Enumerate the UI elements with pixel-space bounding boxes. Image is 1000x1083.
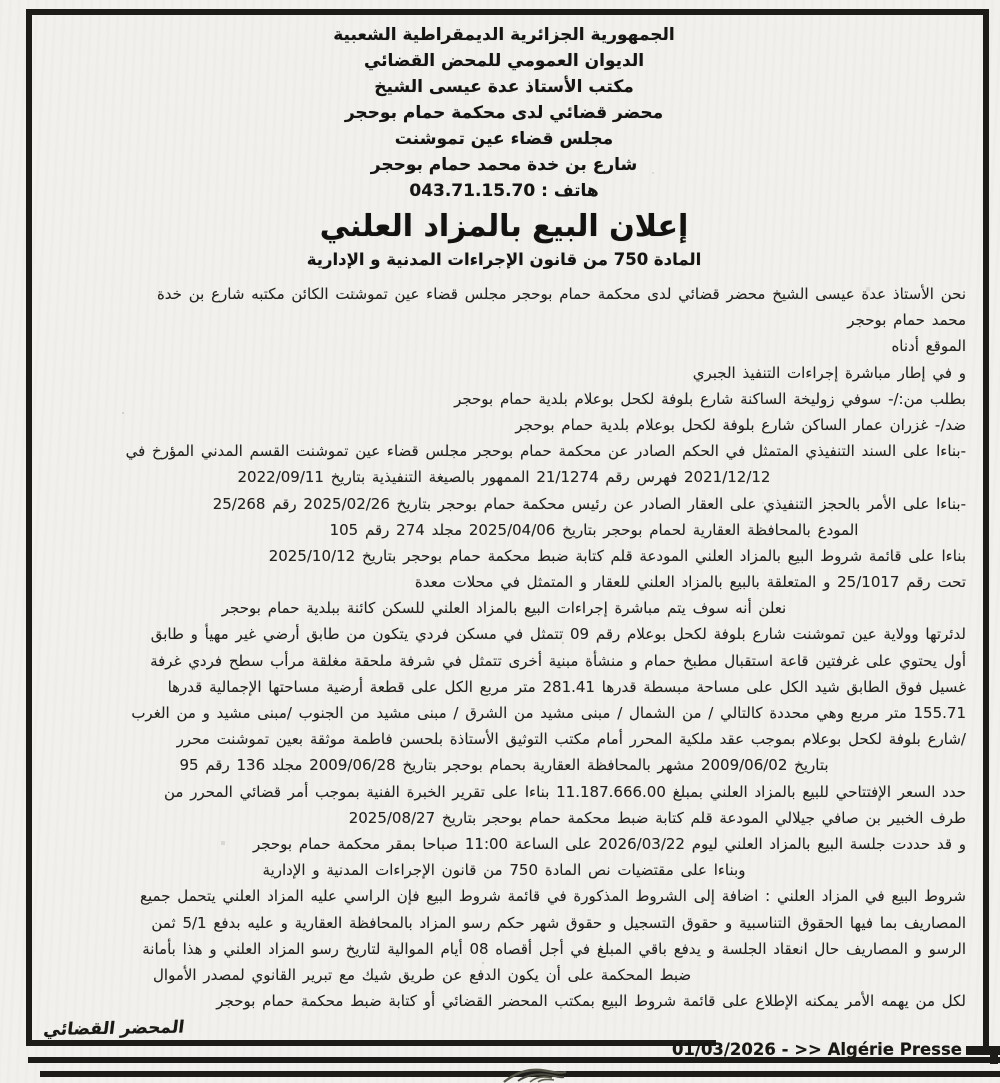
bailiff-signature: المحضر القضائي [42, 1017, 186, 1041]
body-line: طرف الخبير بن صافي جيلالي المودعة قلم كتابة ضبط محكمة حمام بوحجر بتاريخ 2025/08/27 [348, 808, 966, 827]
page-title: إعلان البيع بالمزاد العلني [319, 209, 689, 244]
header-line: الجمهورية الجزائرية الديمقراطية الشعبية [333, 25, 675, 45]
body-line: شروط البيع في المزاد العلني : اضافة إلى الشروط المذكورة في قائمة شروط البيع فإن الراسي عليه المزاد العلني يتحمل جميع [140, 887, 966, 906]
body-line: حدد السعر الإفتتاحي للبيع بالمزاد العلني بمبلغ 11.187.666.00 بناءا على تقرير الخبرة الفنية بموجب أمر قضائي المحرر من [163, 782, 966, 801]
header-line: مجلس قضاء عين تموشنت [394, 129, 614, 149]
body-line: لكل من يهمه الأمر يمكنه الإطلاع على قائمة شروط البيع بمكتب المحضر القضائي أو كتابة ضبط محكمة حمام بوحجر [216, 992, 966, 1011]
body-line: لدئرتها وولاية عين تموشنت شارع بلوفة لكحل بوعلام رقم 09 تتمثل في مسكن فردي يتكون من طابق أرضي غير مهيأ و طابق [150, 625, 966, 644]
header-line: شارع بن خدة محمد حمام بوحجر [370, 155, 638, 175]
body-line: أول يحتوي على غرفتين قاعة استقبال مطبخ حمام و منشأة مبنية أخرى تتمثل في شرفة ملحقة مغلقة مرأب سطح فردي غرفة [150, 651, 966, 670]
press-date-stamp: 01/03/2026 - >> Algérie Presse [671, 1040, 962, 1059]
body-line: -بناءا على السند التنفيذي المتمثل في الحكم الصادر عن محكمة حمام بوحجر مجلس قضاء عين تموشنت القسم المدني المؤرخ في [125, 442, 966, 461]
body-line: -بناءا على الأمر بالحجز التنفيذي على العقار الصادر عن رئيس محكمة حمام بوحجر بتاريخ 2025/02/26 رقم 25/268 [212, 494, 966, 513]
body-line: بناءا على قائمة شروط البيع بالمزاد العلني المودعة قلم كتابة ضبط محكمة حمام بوحجر بتاريخ 2025/10/12 [268, 546, 966, 565]
body-line: وبناءا على مقتضيات نص المادة 750 من قانون الإجراءات المدنية و الإدارية [262, 861, 746, 880]
body-line: تحت رقم 25/1017 و المتعلقة بالبيع بالمزاد العلني للعقار و المتمثل في محلات معدة [414, 573, 966, 592]
body-line: بتاريخ 2009/06/02 مشهر بالمحافظة العقارية بحمام بوحجر بتاريخ 2009/06/28 مجلد 136 رقم 95 [179, 756, 829, 775]
body-line: الرسو و المصاريف حال انعقاد الجلسة و يدفع باقي المبلغ في أجل أقصاه 08 أيام الموالية لتاريخ رسو المزاد العلني و هذا بأمانة [142, 939, 966, 958]
body-line: 2021/12/12 فهرس رقم 21/1274 الممهور بالصيغة التنفيذية بتاريخ 2022/09/11 [237, 468, 771, 487]
page-subtitle: المادة 750 من قانون الإجراءات المدنية و الإدارية [306, 250, 702, 269]
notice-content [42, 22, 966, 1043]
frame-border-left [26, 9, 32, 1046]
plant-sketch [500, 1066, 570, 1083]
body-line: بطلب من:/- سوفي زوليخة الساكنة شارع بلوفة لكحل بوعلام بلدية حمام بوحجر [454, 389, 966, 408]
body-line: المودع بالمحافظة العقارية لحمام بوحجر بتاريخ 2025/04/06 مجلد 274 رقم 105 [329, 520, 859, 539]
header-line: محضر قضائي لدى محكمة حمام بوحجر [344, 103, 664, 123]
body-line: و في إطار مباشرة إجراءات التنفيذ الجبري [692, 363, 966, 382]
body-line: و قد حددت جلسة البيع بالمزاد العلني ليوم 2026/03/22 على الساعة 11:00 صباحا بمقر محكمة حمام بوحجر [252, 834, 966, 853]
scan-noise [0, 0, 2, 2]
frame-border-right [983, 9, 989, 1046]
body-line: محمد حمام بوحجر [847, 311, 966, 330]
body-line: ضبط المحكمة على أن يكون الدفع عن طريق شيك مع تبرير القانوي لمصدر الأموال [153, 965, 692, 984]
body-line: نحن الأستاذ عدة عيسى الشيخ محضر قضائي لدى محكمة حمام بوحجر مجلس قضاء عين تموشنت الكائن مكتبه شارع بن خدة [156, 285, 966, 303]
header-phone: هاتف : 043.71.15.70 [409, 181, 599, 201]
body-line: نعلن أنه سوف يتم مباشرة إجراءات البيع بالمزاد العلني للسكن كائنة ببلدية حمام بوحجر [221, 599, 787, 618]
body-line: ضد/- غزران عمار الساكن شارع بلوفة لكحل بوعلام بلدية حمام بوحجر [515, 415, 966, 434]
frame-border-top [26, 9, 989, 15]
body-line: المصاريف بما فيها الحقوق التناسبية و حقوق التسجيل و حقوق شهر حكم رسو المزاد بالمحافظة العقارية و عليه بدفع 5/1 ثمن [151, 913, 966, 932]
header-line: مكتب الأستاذ عدة عيسى الشيخ [374, 77, 634, 97]
header-line: الديوان العمومي للمحض القضائي [363, 51, 645, 71]
body-line: غسيل فوق الطابق شيد الكل على مساحة مبسطة قدرها 281.41 متر مربع الكل على قطعة أرضية مساحتها الإجمالية قدرها [167, 677, 966, 696]
notice-body [42, 281, 966, 1014]
body-line: 155.71 متر مربع وهي محددة كالتالي / من الشمال / مبنى مشيد من الشرق / مبنى مشيد من الجنوب /مبنى مشيد و من الغرب [131, 704, 966, 722]
body-line: /شارع بلوفة لكحل بوعلام بموجب عقد ملكية المحرر أمام مكتب التوثيق الأستاذة بلحسن فاطمة موثقة بعين تموشنت محرر [176, 730, 966, 749]
body-line: الموقع أدناه [891, 337, 966, 356]
